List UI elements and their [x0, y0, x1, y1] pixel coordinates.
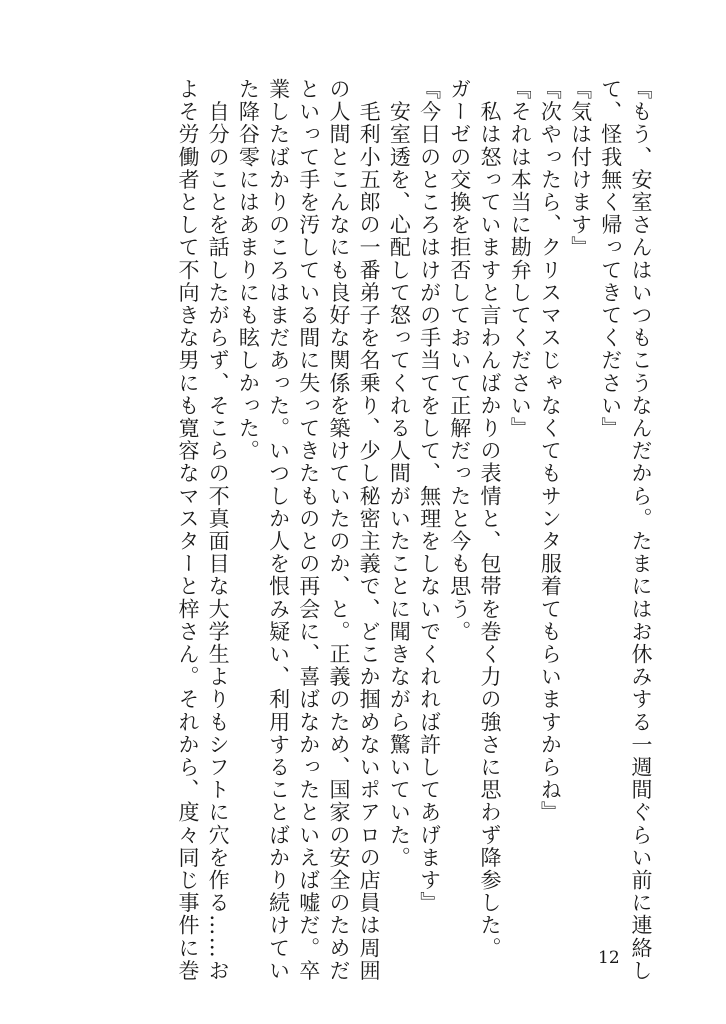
text-line: 『もう、安室さんはいつもこうなんだから。たまにはお休みする一週間ぐらい前に連絡し	[629, 78, 653, 982]
text-line: 『今日のところはけがの手当てをして、無理をしないでくれれば許してあげます』	[417, 78, 442, 915]
text-line: 安室透を、心配して怒ってくれる人間がいたことに聞きながら驚いていた。	[387, 78, 412, 869]
text-line: 『気は付けます』	[568, 78, 593, 259]
text-line: 自分のことを話したがらず、そこらの不真面目な大学生よりもシフトに穴を作る……お	[206, 78, 231, 982]
text-line: 毛利小五郎の一番弟子を名乗り、少し秘密主義で、どこか掴めないポアロの店員は周囲	[357, 78, 382, 982]
text-line: た降谷零にはあまりにも眩しかった。	[236, 78, 261, 463]
text-line: 『それは本当に勘弁してください』	[508, 78, 533, 440]
page-number: 12	[598, 948, 620, 968]
text-line: といって手を汚している間に失ってきたものとの再会に、喜ばなかったといえば嘘だ。卒	[296, 78, 321, 982]
text-line: 私は怒っていますと言わんばかりの表情と、包帯を巻く力の強さに思わず降参した。	[477, 78, 502, 960]
text-line: 業したばかりのころはまだあった。いつしか人を恨み疑い、利用することばかり続けてい	[266, 78, 291, 982]
text-line: ガーゼの交換を拒否しておいて正解だったと今も思う。	[447, 78, 472, 643]
text-line: よそ労働者として不向きな男にも寛容なマスターと梓さん。それから、度々同じ事件に巻	[175, 78, 200, 982]
text-line: の人間とこんなにも良好な関係を築けていたのか、と。正義のため、国家の安全のためだ	[326, 78, 351, 982]
text-line: て、怪我無く帰ってきてください』	[598, 78, 623, 440]
text-line: 『次やったら、クリスマスじゃなくてもサンタ服着てもらいますからね』	[538, 78, 563, 824]
